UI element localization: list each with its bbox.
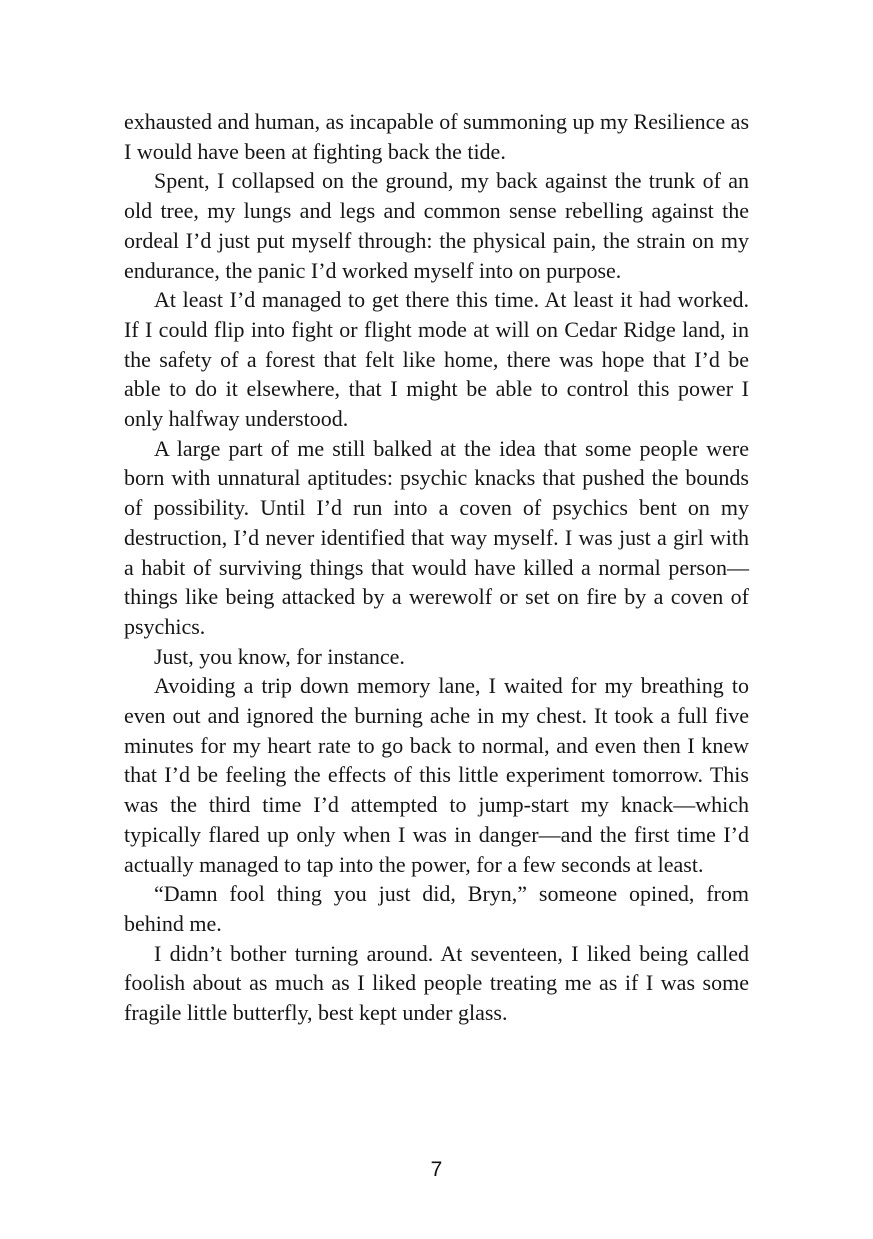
paragraph: “Damn fool thing you just did, Bryn,” someone opined, from behind me. — [124, 881, 749, 936]
paragraph: At least I’d managed to get there this time. At least it had worked. If I could flip into fight or flight mode at will on Cedar Ridge land, in the safety of a forest that felt like home, there was hope that I’d be able to do it elsewhere, that I might be able to control this power I only halfway understood. — [124, 287, 749, 432]
paragraph: I didn’t bother turning around. At seventeen, I liked being called foolish about as much as I liked people treating me as if I was some fragile little butterfly, best kept under glass. — [124, 940, 749, 1026]
paragraph: Avoiding a trip down memory lane, I waited for my breathing to even out and ignored the burning ache in my chest. It took a full five minutes for my heart rate to go back to normal, and even then I knew that I’d be feeling the effects of this little experiment tomorrow. This was the third time I’d attempted to jump-start my knack—which typically flared up only when I was in danger—and the first time I’d actually managed to tap into the power, for a few seconds at least. — [124, 673, 749, 877]
body-text — [124, 107, 749, 1028]
paragraph: Spent, I collapsed on the ground, my back against the trunk of an old tree, my lungs and legs and common sense rebelling against the ordeal I’d just put myself through: the physical pain, the strain on my endurance, the panic I’d worked myself into on purpose. — [124, 168, 749, 283]
page-number: 7 — [430, 1158, 443, 1181]
paragraph: Just, you know, for instance. — [154, 643, 405, 669]
paragraph: exhausted and human, as incapable of summoning up my Resilience as I would have been at fighting back the tide. — [124, 109, 750, 164]
paragraph: A large part of me still balked at the idea that some people were born with unnatural aptitudes: psychic knacks that pushed the bounds of possibility. Until I’d run into a coven of psychics bent on my destruction, I’d never identified that way myself. I was just a girl with a habit of surviving things that would have killed a normal person—things like being attacked by a werewolf or set on fire by a coven of psychics. — [124, 435, 749, 639]
